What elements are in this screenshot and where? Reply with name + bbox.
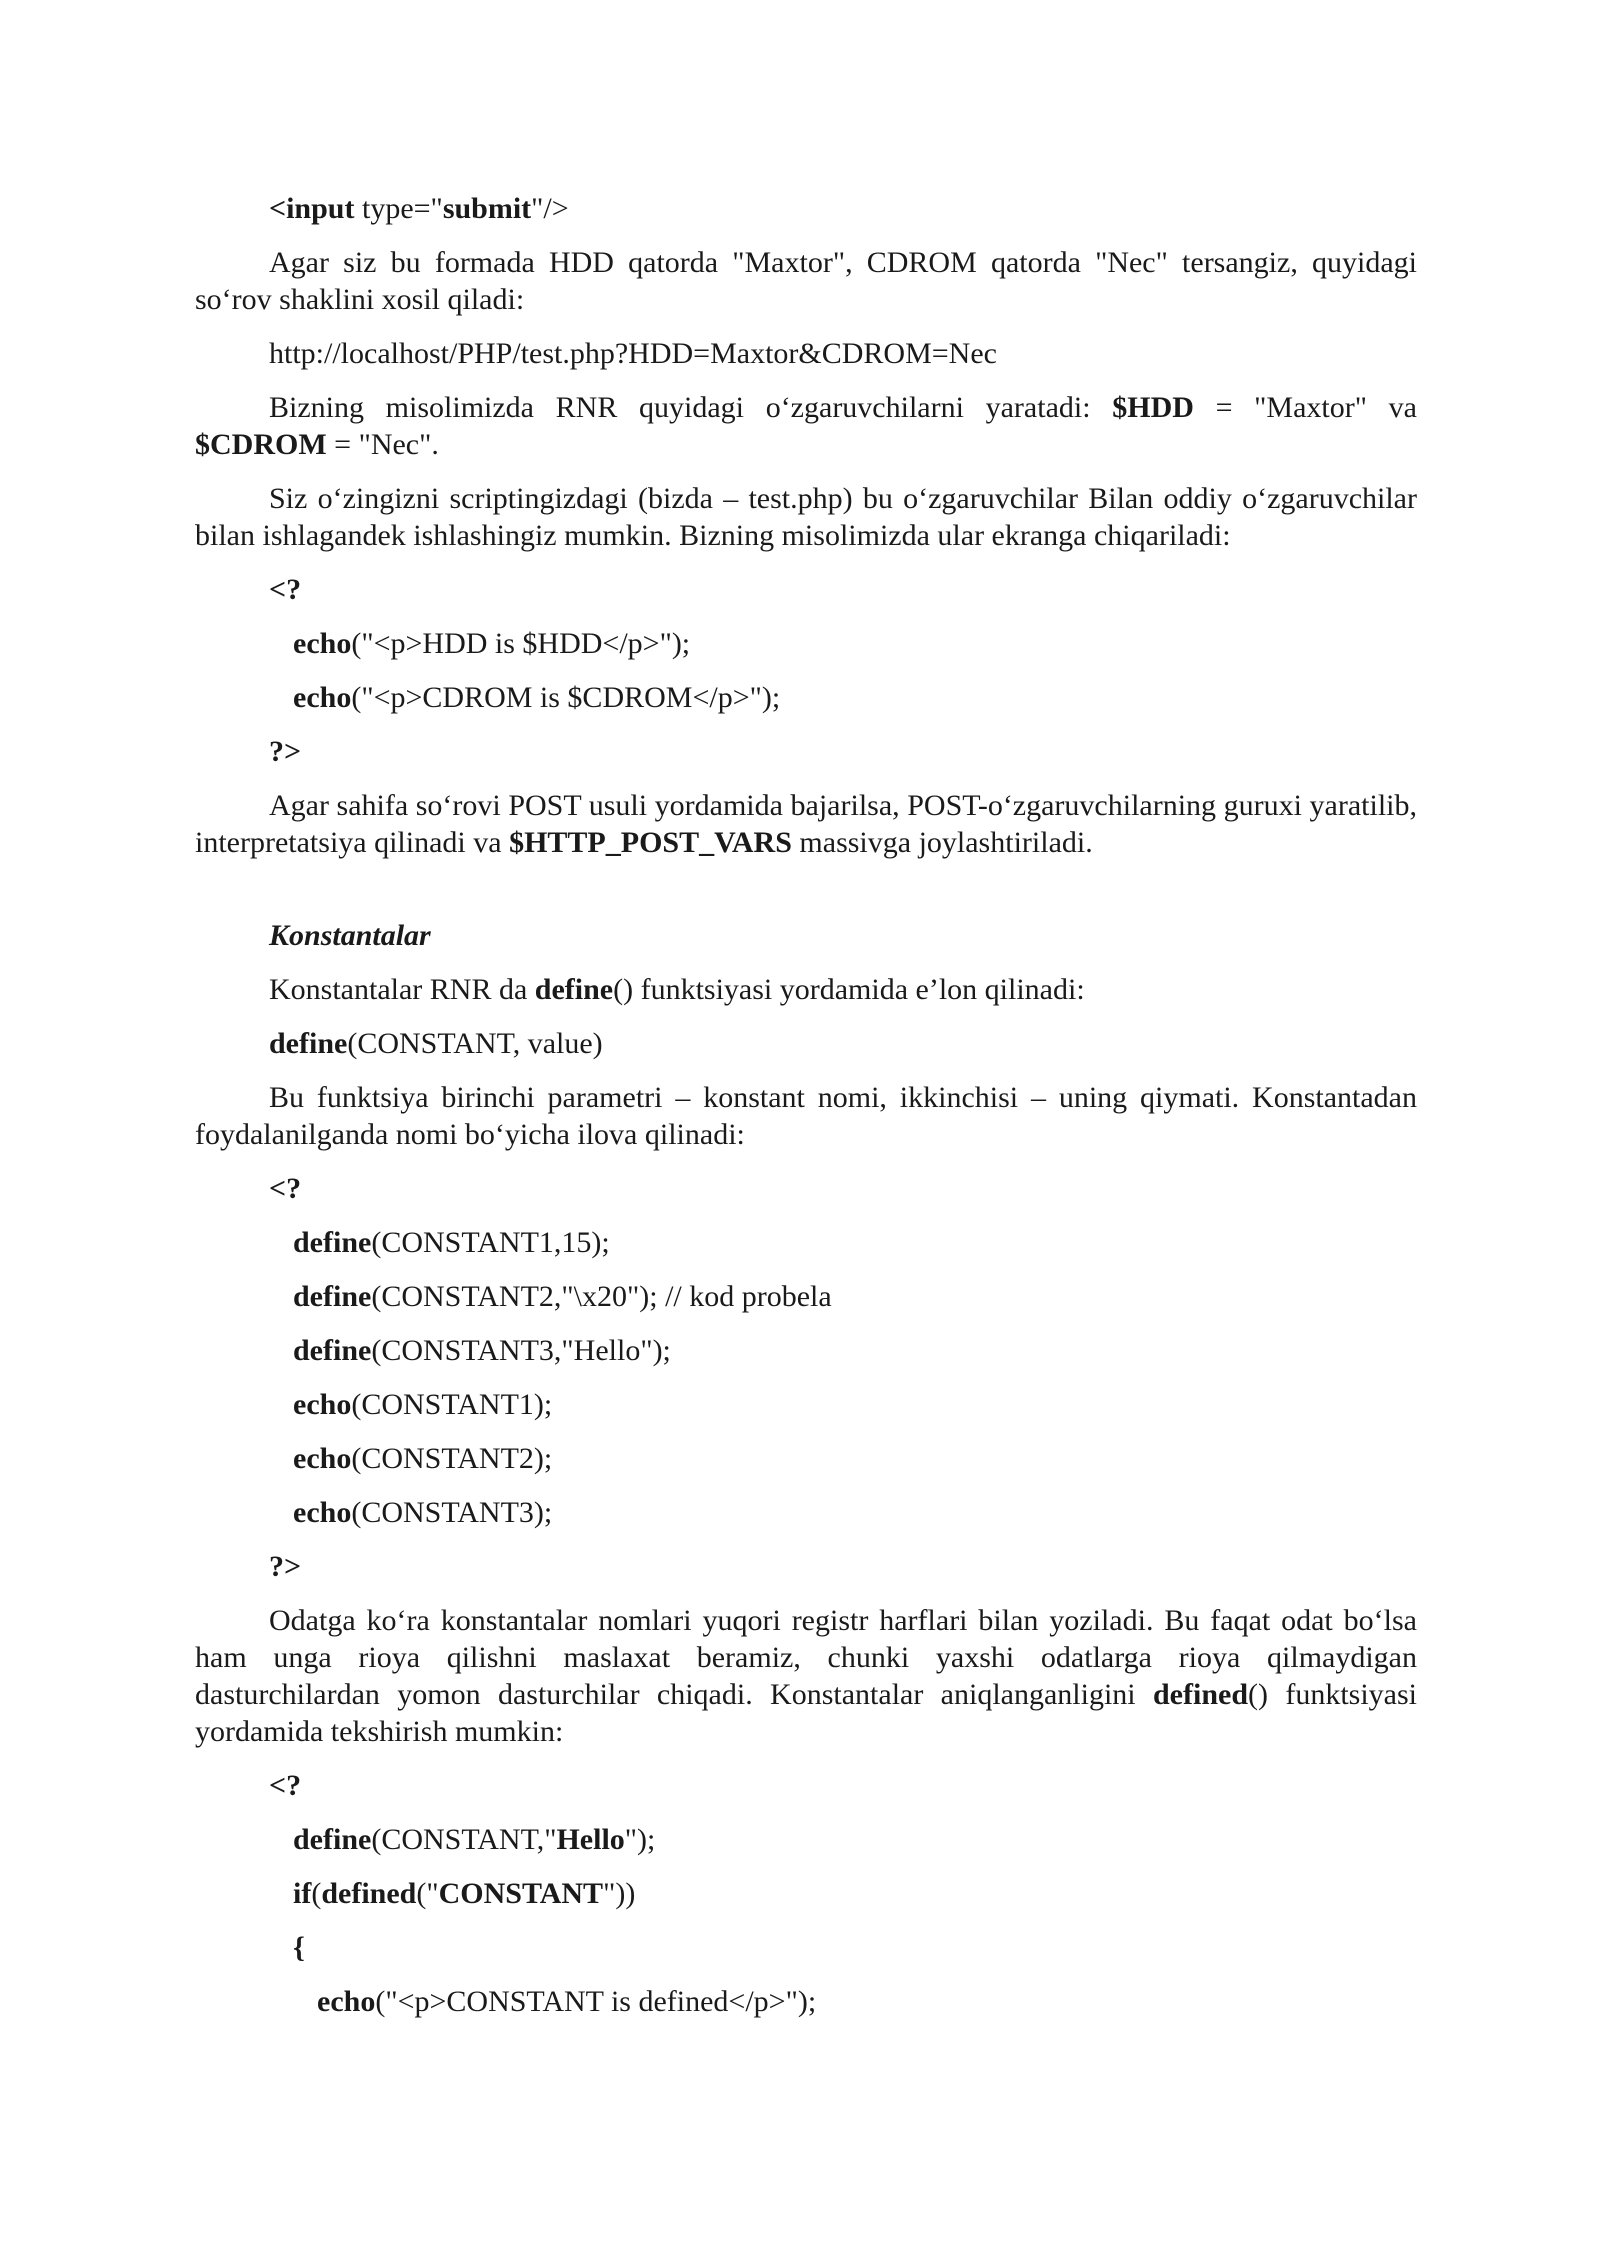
code-keyword: echo — [293, 1388, 352, 1421]
code-text: (CONSTANT, value) — [347, 1027, 603, 1060]
code-keyword: echo — [293, 1496, 352, 1529]
define-signature — [195, 1025, 1417, 1062]
code-keyword: submit — [442, 192, 532, 225]
code-line — [195, 1278, 1417, 1315]
code-text: (CONSTANT1); — [351, 1388, 553, 1421]
paragraph-text: Agar sahifa so‘rovi POST usuli yordamida bajarilsa, POST-o‘zgaruvchilarning guruxi yaratilib, interpretatsiya qilinadi va — [195, 789, 1417, 859]
code-line — [195, 1440, 1417, 1477]
function-name: define — [534, 973, 614, 1006]
code-text: ("<p>CONSTANT is defined</p>"); — [375, 1985, 817, 2018]
section-heading: Konstantalar — [269, 919, 431, 952]
paragraph-define-intro — [195, 971, 1417, 1008]
code-line — [195, 1875, 1417, 1912]
code-text: type=" — [354, 192, 443, 225]
code-keyword: define — [293, 1226, 372, 1259]
code-text: ( — [311, 1877, 322, 1910]
paragraph-form-example: Agar siz bu formada HDD qatorda "Maxtor", CDROM qatorda "Nec" tersangiz, quyidagi so‘rov shaklini xosil qiladi: — [195, 246, 1417, 316]
code-line-input-submit — [195, 190, 1417, 227]
code-line — [195, 1983, 1417, 2020]
paragraph-text: () funktsiyasi yordamida e’lon qilinadi: — [613, 973, 1085, 1006]
paragraph-script-usage: Siz o‘zingizni scriptingizdagi (bizda – test.php) bu o‘zgaruvchilar Bilan oddiy o‘zgaruvchilar bilan ishlagandek ishlashingiz mumkin. Bizning misolimizda ular ekranga chiqariladi: — [195, 482, 1417, 552]
paragraph-text: massivga joylashtiriladi. — [791, 826, 1093, 859]
code-line — [195, 1386, 1417, 1423]
code-close-tag: ?> — [269, 735, 302, 768]
code-text: (CONSTANT," — [371, 1823, 557, 1856]
code-line — [195, 1821, 1417, 1858]
code-open-tag: <? — [269, 1769, 302, 1802]
code-close-tag: ?> — [269, 1550, 302, 1583]
paragraph-text: Bizning misolimizda RNR quyidagi o‘zgaruvchilarni yaratadi: — [269, 391, 1113, 424]
paragraph-naming-convention — [195, 1602, 1417, 1750]
code-text: ("<p>CDROM is $CDROM</p>"); — [351, 681, 781, 714]
code-text: (CONSTANT2); — [351, 1442, 553, 1475]
code-keyword: define — [293, 1334, 372, 1367]
variable-name: $HTTP_POST_VARS — [509, 826, 792, 859]
paragraph-post-vars — [195, 787, 1417, 861]
code-keyword: echo — [293, 1442, 352, 1475]
code-keyword: <input — [269, 192, 355, 225]
code-keyword: define — [293, 1280, 372, 1313]
code-open-tag: <? — [269, 1172, 302, 1205]
function-name: defined — [1153, 1678, 1249, 1711]
code-line — [195, 1332, 1417, 1369]
code-text: (" — [416, 1877, 439, 1910]
code-text: "); — [624, 1823, 656, 1856]
code-text: (CONSTANT3); — [351, 1496, 553, 1529]
code-keyword: echo — [293, 627, 352, 660]
code-keyword: CONSTANT — [438, 1877, 604, 1910]
code-text: (CONSTANT2,"\x20"); // kod probela — [371, 1280, 832, 1313]
code-keyword: define — [293, 1823, 372, 1856]
code-line — [195, 1224, 1417, 1261]
variable-name: $HDD — [1112, 391, 1194, 424]
code-keyword: echo — [293, 681, 352, 714]
code-text: (CONSTANT1,15); — [371, 1226, 610, 1259]
paragraph-text: Odatga ko‘ra konstantalar nomlari yuqori registr harflari bilan yoziladi. Bu faqat odat bo‘lsa ham unga rioya qilishni maslaxat beramiz, chunki yaxshi odatlarga rioya qilmaydigan dasturchilardan yomon dasturchilar chiqadi. Konstantalar aniqlanganligini — [195, 1604, 1417, 1711]
code-keyword: defined — [321, 1877, 417, 1910]
paragraph-text: = "Maxtor" va — [1193, 391, 1417, 424]
paragraph-variables-created — [195, 389, 1417, 463]
url-example: http://localhost/PHP/test.php?HDD=Maxtor&CDROM=Nec — [269, 337, 997, 370]
code-line — [195, 679, 1417, 716]
paragraph-text: () funktsiyasi yordamida tekshirish mumkin: — [195, 1678, 1418, 1748]
paragraph-text: = "Nec". — [326, 428, 439, 461]
paragraph-text: Konstantalar RNR da — [269, 973, 535, 1006]
code-text: ")) — [603, 1877, 636, 1910]
document-page — [195, 190, 1417, 2037]
code-open-tag: <? — [269, 573, 302, 606]
code-text: ("<p>HDD is $HDD</p>"); — [351, 627, 691, 660]
code-keyword: if — [293, 1877, 312, 1910]
code-brace: { — [293, 1931, 305, 1964]
code-text: "/> — [531, 192, 569, 225]
code-keyword: Hello — [556, 1823, 625, 1856]
code-line — [195, 1494, 1417, 1531]
code-keyword: define — [269, 1027, 348, 1060]
code-line — [195, 625, 1417, 662]
paragraph-define-params: Bu funktsiya birinchi parametri – konstant nomi, ikkinchisi – uning qiymati. Konstantadan foydalanilganda nomi bo‘yicha ilova qilinadi: — [195, 1081, 1417, 1151]
variable-name: $CDROM — [195, 428, 327, 461]
code-keyword: echo — [317, 1985, 376, 2018]
code-text: (CONSTANT3,"Hello"); — [371, 1334, 671, 1367]
